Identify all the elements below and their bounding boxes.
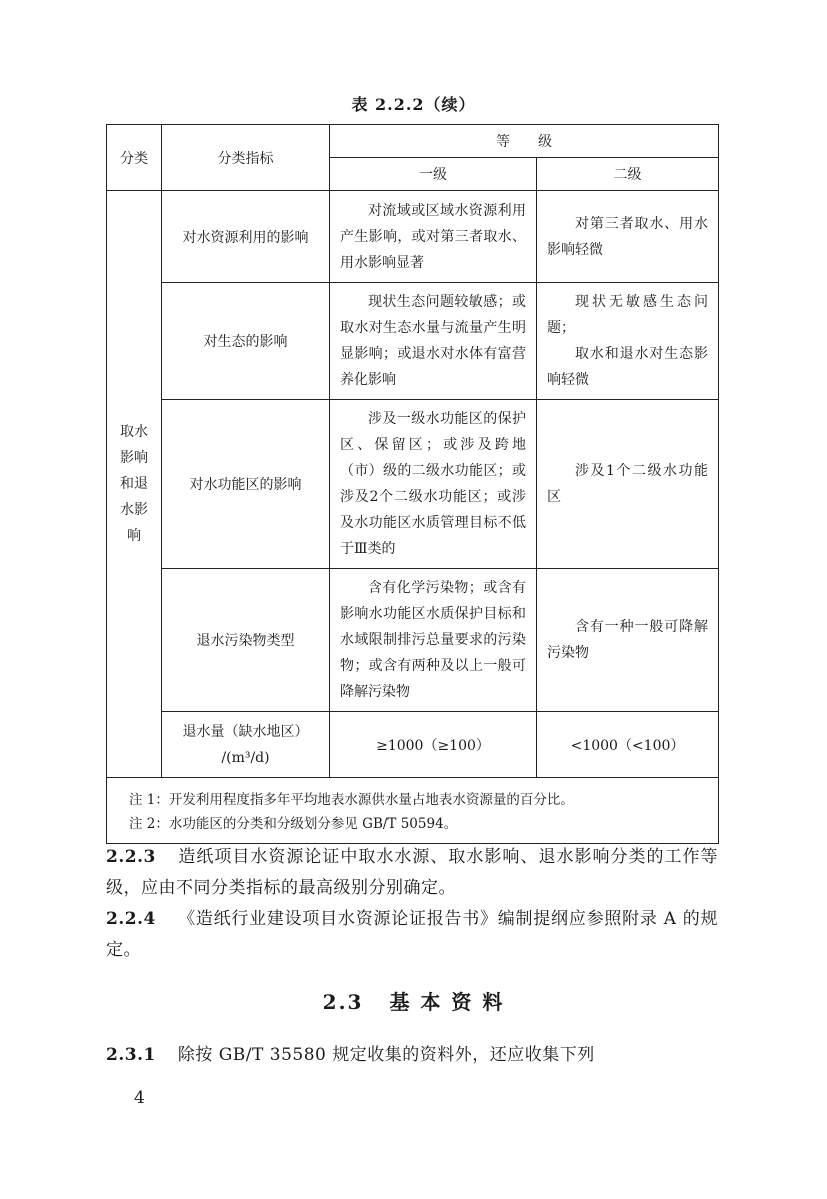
- row-level1: 对流域或区域水资源利用产生影响，或对第三者取水、用水影响显著: [330, 191, 537, 283]
- note-2: 注 2：水功能区的分类和分级划分参见 GB/T 50594。: [129, 815, 458, 832]
- row-level1: 涉及一级水功能区的保护区、保留区；或涉及跨地（市）级的二级水功能区；或涉及2个二级水功能区；或涉及水功能区水质管理目标不低于Ⅲ类的: [330, 400, 537, 569]
- row-level1: ≥1000（≥100）: [330, 712, 537, 778]
- header-grade: 等 级: [330, 125, 719, 158]
- header-level1: 一级: [330, 158, 537, 191]
- grading-table: [106, 124, 719, 844]
- header-level2: 二级: [537, 158, 719, 191]
- row-indicator: 对生态的影响: [162, 283, 330, 400]
- row-indicator: 退水量（缺水地区） /(m³/d): [162, 712, 330, 778]
- row-level1: 含有化学污染物；或含有影响水功能区水质保护目标和水域限制排污总量要求的污染物；或含有两种及以上一般可降解污染物: [330, 569, 537, 712]
- note-1: 注 1：开发利用程度指多年平均地表水源供水量占地表水资源量的百分比。: [129, 791, 574, 808]
- table-notes: [107, 778, 719, 844]
- page-number: 4: [134, 1088, 145, 1108]
- row-level2: <1000（<100）: [537, 712, 719, 778]
- row-indicator: 对水功能区的影响: [162, 400, 330, 569]
- table-caption: 表 2.2.2（续）: [351, 95, 476, 114]
- header-indicator: 分类指标: [162, 125, 330, 191]
- row-indicator: 退水污染物类型: [162, 569, 330, 712]
- group-label: 取水影响和退水影响: [107, 191, 162, 778]
- clause-2-3-1: 2.3.1 除按 GB/T 35580 规定收集的资料外，还应收集下列: [106, 1045, 595, 1065]
- clause-2-2-4: 2.2.4 《造纸行业建设项目水资源论证报告书》编制提纲应参照附录 A 的规定。: [106, 909, 718, 960]
- clause-2-2-3: 2.2.3 造纸项目水资源论证中取水水源、取水影响、退水影响分类的工作等级，应由不同分类指标的最高级别分别确定。: [106, 847, 718, 898]
- row-level2: 涉及1个二级水功能区: [537, 400, 719, 569]
- section-heading: 2.3 基 本 资 料: [322, 990, 505, 1014]
- row-level1: 现状生态问题较敏感；或取水对生态水量与流量产生明显影响；或退水对水体有富营养化影响: [330, 283, 537, 400]
- row-level2: 现状无敏感生态问题； 取水和退水对生态影响轻微: [537, 283, 719, 400]
- row-level2: 对第三者取水、用水影响轻微: [537, 191, 719, 283]
- row-indicator: 对水资源利用的影响: [162, 191, 330, 283]
- header-category: 分类: [107, 125, 162, 191]
- row-level2: 含有一种一般可降解污染物: [537, 569, 719, 712]
